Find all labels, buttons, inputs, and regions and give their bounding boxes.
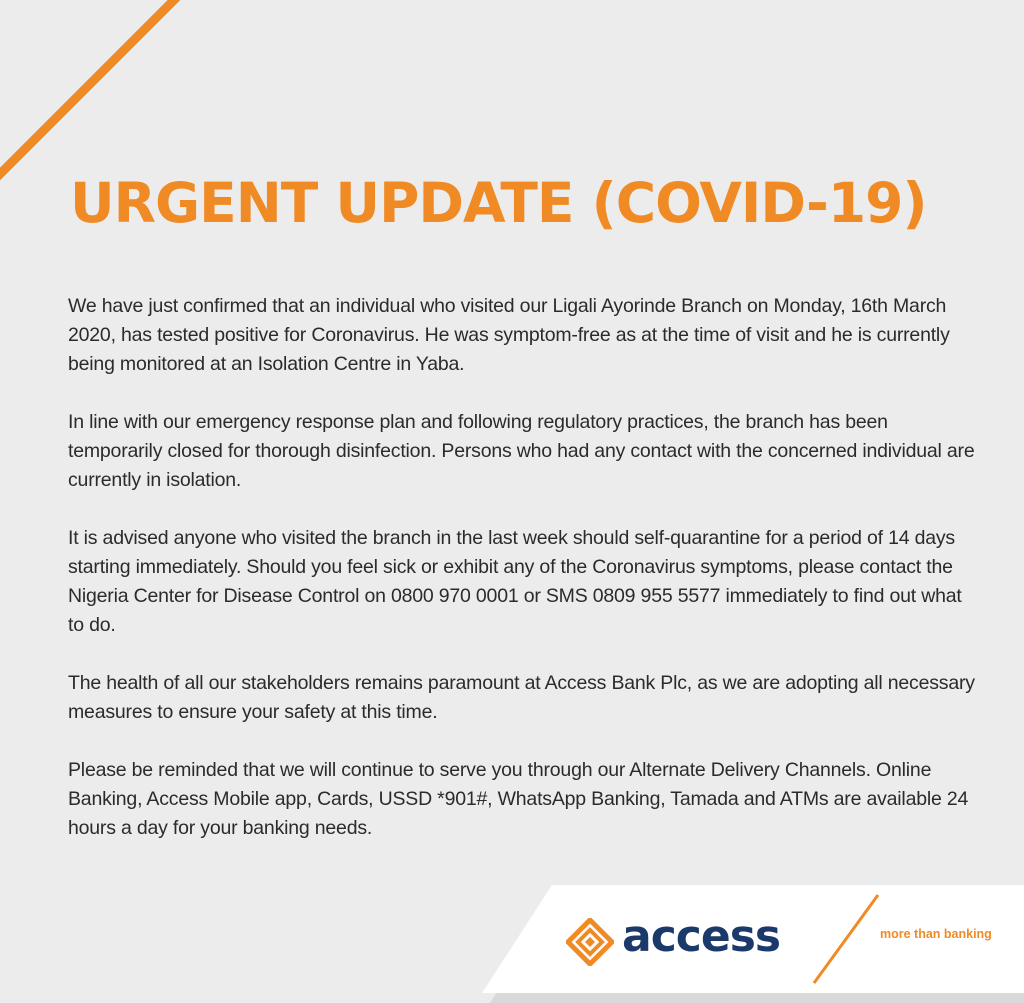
page-title: URGENT UPDATE (COVID-19): [70, 171, 927, 235]
paragraph-incident: We have just confirmed that an individual who visited our Ligali Ayorinde Branch on Monday, 16th March 2020, has tested positive for Coronavirus. He was symptom-free as at the time of visit and he is currently being monitored at an Isolation Centre in Yaba.: [68, 295, 950, 375]
paragraph-branch-closure: In line with our emergency response plan and following regulatory practices, the branch has been temporarily closed for thorough disinfection. Persons who had any contact with the concerned individual are currently in isolation.: [68, 411, 975, 491]
access-diamond-logo-icon: [566, 918, 614, 966]
paragraph-alternate-channels: Please be reminded that we will continue to serve you through our Alternate Delivery Channels. Online Banking, Access Mobile app, Cards, USSD *901#, WhatsApp Banking, Tamada and ATMs are available 24 hours a day for your banking needs.: [68, 759, 969, 839]
paragraph-self-quarantine-advice: It is advised anyone who visited the branch in the last week should self-quarantine for a period of 14 days starting immediately. Should you feel sick or exhibit any of the Coronavirus symptoms, please contact the Nigeria Center for Disease Control on 0800 970 0001 or SMS 0809 955 5577 immediately to find out what to do.: [68, 527, 962, 636]
brand-tagline: more than banking: [880, 927, 992, 941]
access-logo-wordmark: access: [622, 911, 781, 962]
paragraph-stakeholder-health: The health of all our stakeholders remains paramount at Access Bank Plc, as we are adopting all necessary measures to ensure your safety at this time.: [68, 672, 975, 723]
footer-band: [0, 885, 1024, 1003]
notice-body: [68, 292, 978, 872]
